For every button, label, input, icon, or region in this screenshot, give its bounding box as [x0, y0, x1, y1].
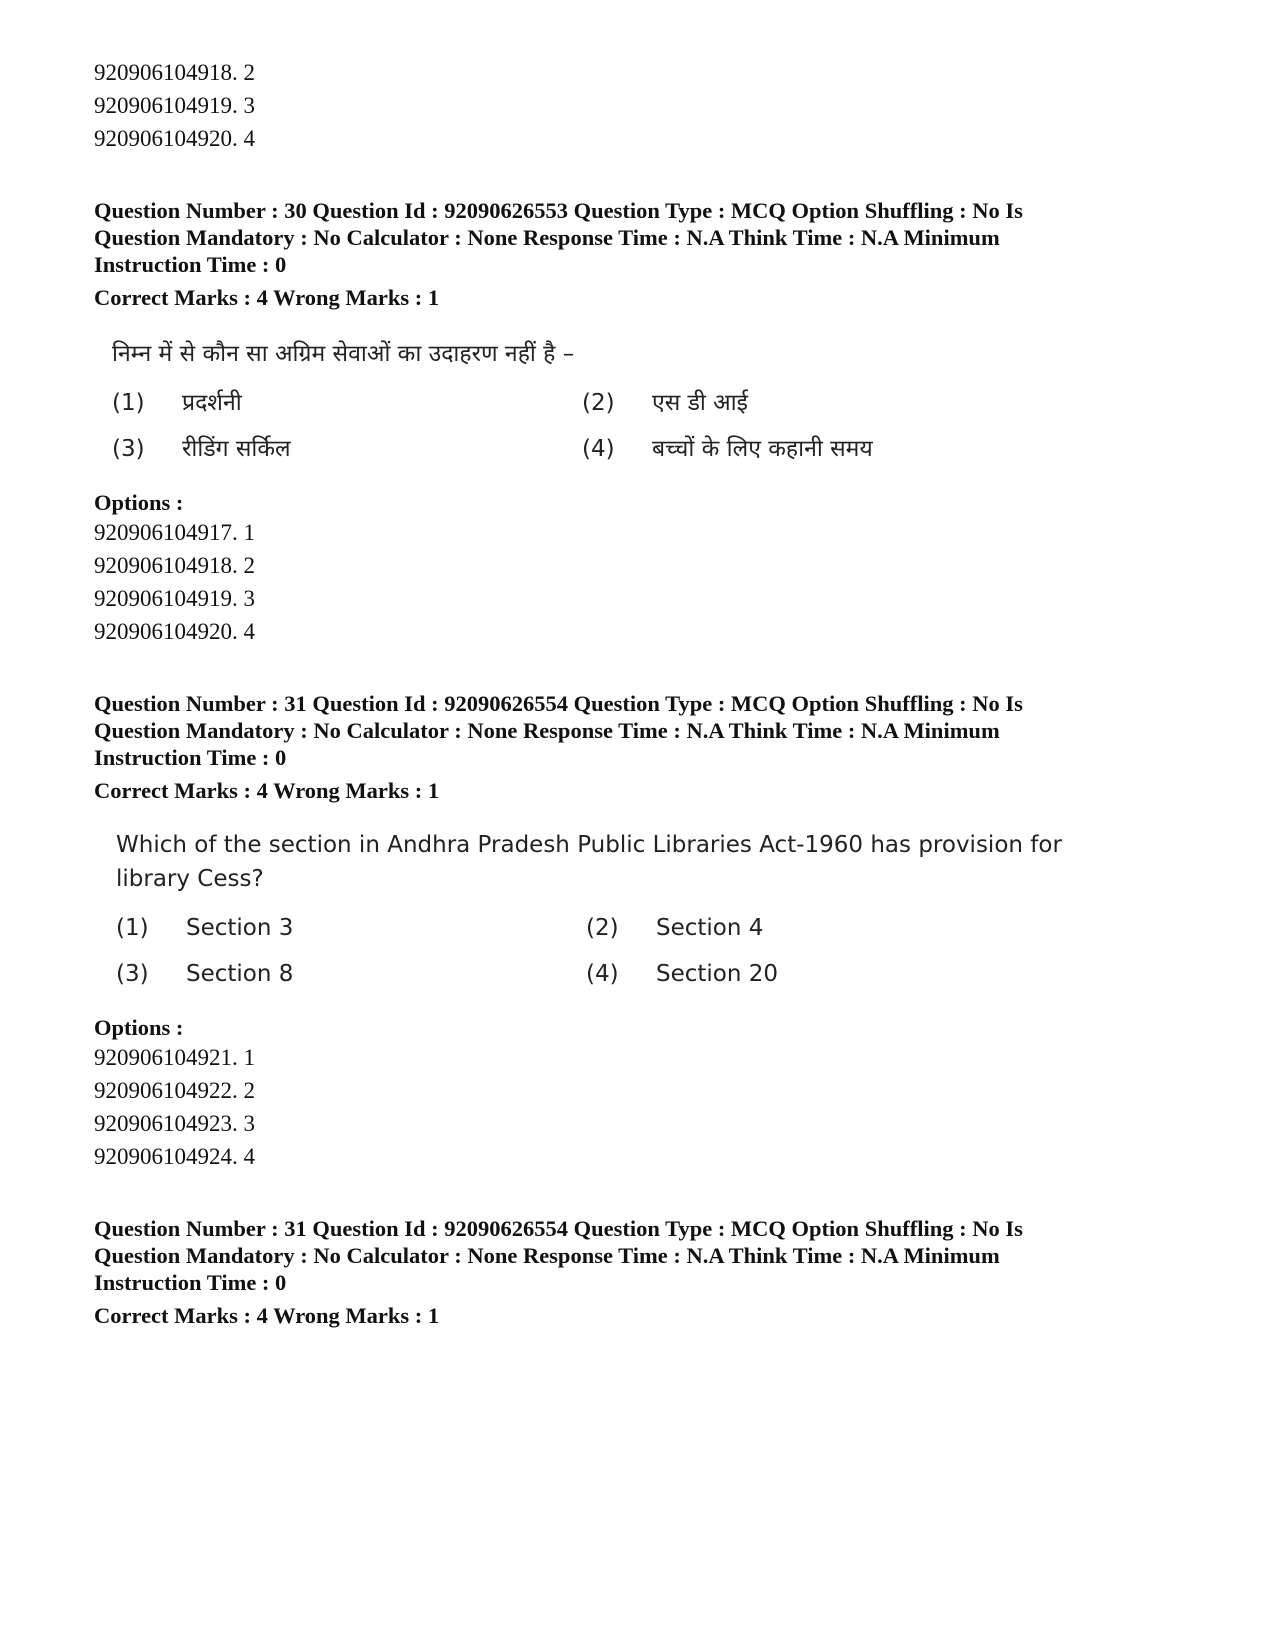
- option-line: 920906104919. 3: [94, 93, 255, 118]
- options-label: Options :: [94, 490, 184, 515]
- question-block-31: [94, 690, 1194, 1173]
- choice-number: (3): [112, 436, 145, 462]
- choice-text: एस डी आई: [652, 390, 748, 416]
- choice-number: (4): [586, 961, 619, 987]
- option-line: 920906104923. 3: [94, 1111, 255, 1136]
- choice-grid: [112, 385, 1194, 467]
- option-line: 920906104921. 1: [94, 1045, 255, 1070]
- marks-line: Correct Marks : 4 Wrong Marks : 1: [94, 1303, 440, 1328]
- choice-number: (3): [116, 961, 149, 987]
- choice-text: Section 8: [186, 961, 294, 987]
- choice-text: प्रदर्शनी: [182, 390, 242, 416]
- choice-number: (4): [582, 436, 615, 462]
- choice-3: [116, 956, 586, 992]
- choice-1: [116, 910, 586, 946]
- question-image: [94, 828, 1194, 992]
- choice-text: रीडिंग सर्किल: [182, 436, 291, 462]
- choice-number: (2): [586, 915, 619, 941]
- choice-2: [586, 910, 1056, 946]
- option-line: 920906104918. 2: [94, 60, 255, 85]
- question-block-31-repeat: [94, 1215, 1194, 1329]
- choice-number: (2): [582, 390, 615, 416]
- choice-number: (1): [112, 390, 145, 416]
- question-block-30: [94, 197, 1194, 648]
- option-line: 920906104917. 1: [94, 520, 255, 545]
- choice-text: Section 4: [656, 915, 764, 941]
- choice-3: [112, 431, 582, 467]
- choice-text: Section 3: [186, 915, 294, 941]
- option-line: 920906104920. 4: [94, 126, 255, 151]
- marks-line: Correct Marks : 4 Wrong Marks : 1: [94, 778, 440, 803]
- options-label: Options :: [94, 1015, 184, 1040]
- question-header: Question Number : 31 Question Id : 92090626554 Question Type : MCQ Option Shuffling : No Is Question Mandatory : No Calculator : None Response Time : N.A Think Time : N.A Minimum Instruction Time : 0: [94, 1216, 1023, 1295]
- option-line: 920906104924. 4: [94, 1144, 255, 1169]
- previous-options: [94, 56, 1194, 155]
- option-line: 920906104919. 3: [94, 586, 255, 611]
- option-line: 920906104918. 2: [94, 553, 255, 578]
- option-line: 920906104922. 2: [94, 1078, 255, 1103]
- question-text: Which of the section in Andhra Pradesh Public Libraries Act-1960 has provision for library Cess?: [116, 832, 1062, 892]
- choice-2: [582, 385, 1052, 421]
- marks-line: Correct Marks : 4 Wrong Marks : 1: [94, 285, 440, 310]
- document-page: [94, 56, 1194, 1329]
- choice-4: [586, 956, 1056, 992]
- choice-number: (1): [116, 915, 149, 941]
- choice-grid: [116, 910, 1194, 992]
- option-line: 920906104920. 4: [94, 619, 255, 644]
- question-header: Question Number : 30 Question Id : 92090626553 Question Type : MCQ Option Shuffling : No Is Question Mandatory : No Calculator : None Response Time : N.A Think Time : N.A Minimum Instruction Time : 0: [94, 198, 1023, 277]
- choice-text: Section 20: [656, 961, 779, 987]
- choice-4: [582, 431, 1052, 467]
- question-header: Question Number : 31 Question Id : 92090626554 Question Type : MCQ Option Shuffling : No Is Question Mandatory : No Calculator : None Response Time : N.A Think Time : N.A Minimum Instruction Time : 0: [94, 691, 1023, 770]
- choice-text: बच्चों के लिए कहानी समय: [652, 436, 873, 462]
- choice-1: [112, 385, 582, 421]
- question-image: [94, 337, 1194, 467]
- question-text: निम्न में से कौन सा अग्रिम सेवाओं का उदाहरण नहीं है –: [112, 341, 575, 367]
